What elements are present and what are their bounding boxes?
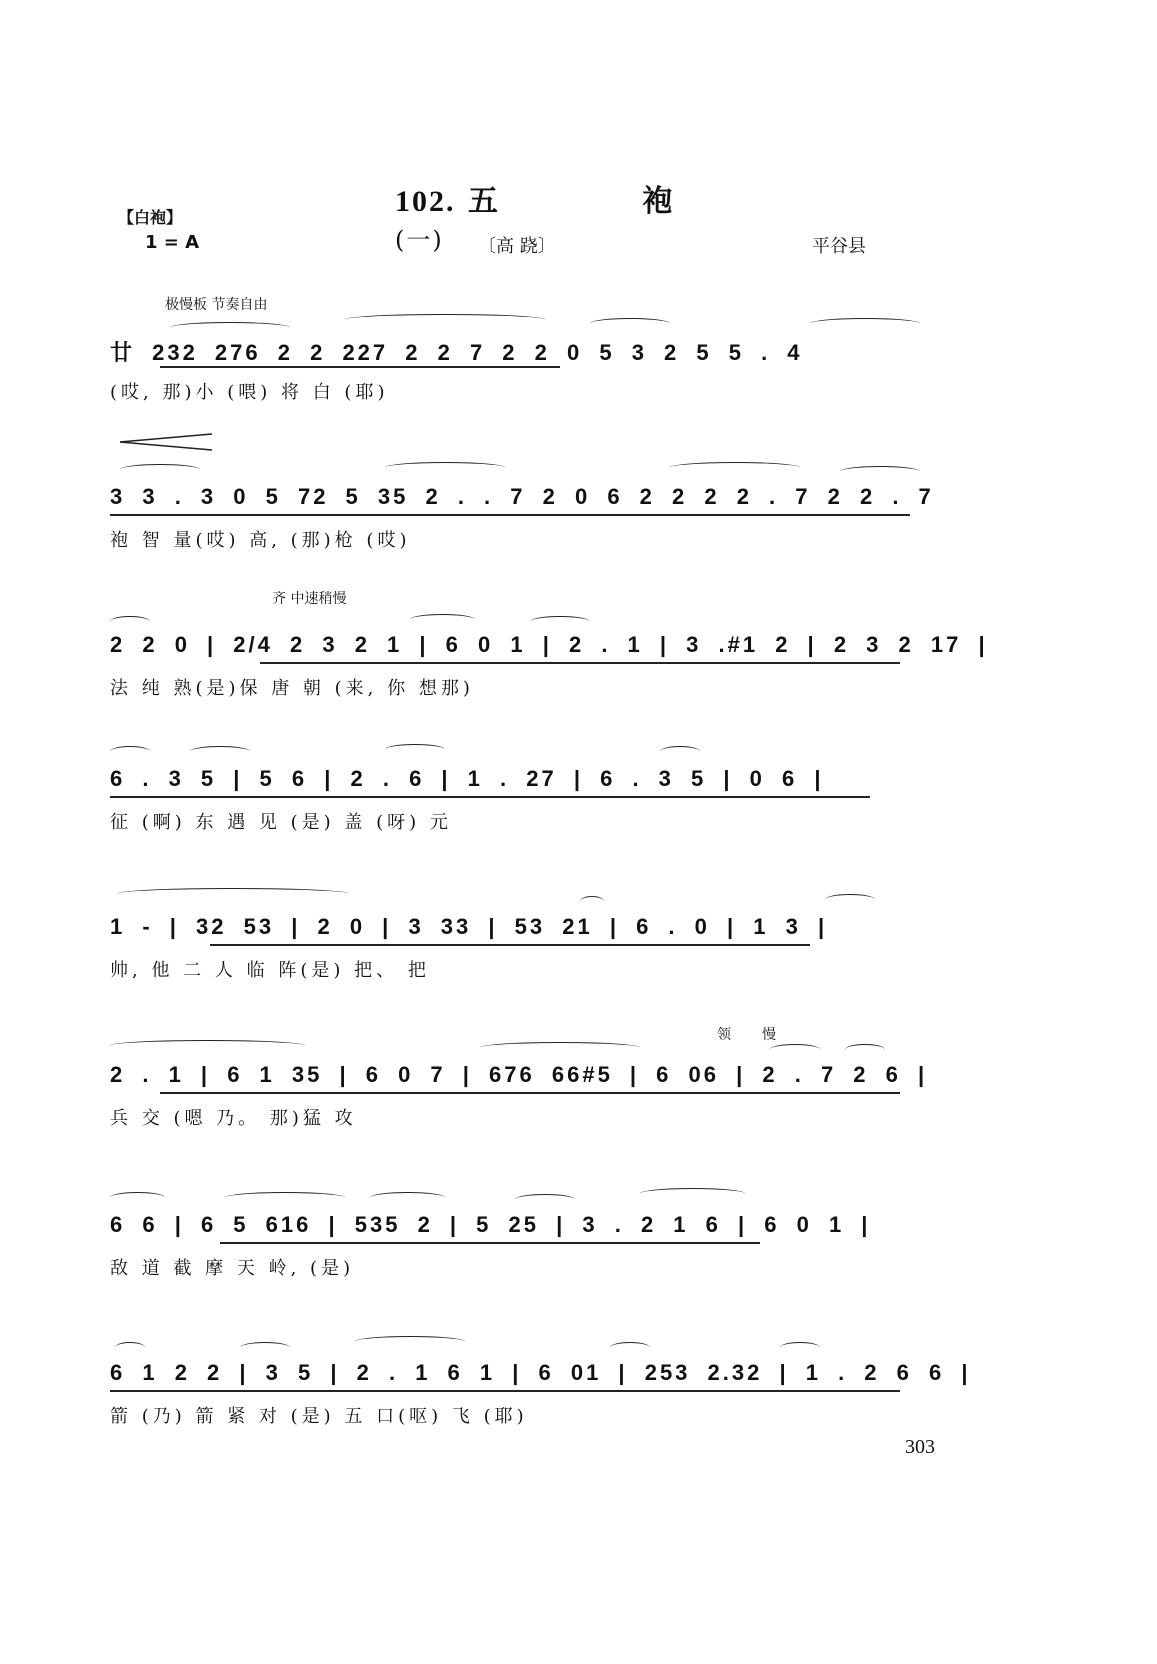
slur-mark — [355, 1336, 465, 1347]
lyrics-line-6: 兵 交 (嗯 乃。 那)猛 攻 — [110, 1108, 357, 1129]
score-line-7 — [110, 1212, 1110, 1342]
tempo-marking-1: 极慢板 节奏自由 — [165, 297, 268, 313]
notation-line-6: 2 . 1 | 6 1 35 | 6 0 7 | 676 66#5 | 6 06 | 2 . 7 2 6 | — [110, 1062, 928, 1087]
score-line-1 — [110, 336, 1110, 466]
slur-mark — [670, 462, 800, 473]
slur-mark — [385, 462, 505, 473]
slur-mark — [660, 746, 700, 757]
beam-line — [110, 514, 910, 516]
slur-mark — [410, 614, 475, 625]
slur-mark — [240, 1342, 290, 1353]
location-label: 平谷县 — [812, 236, 866, 257]
page-number: 303 — [905, 1436, 935, 1458]
notation-line-4: 6 . 3 5 | 5 6 | 2 . 6 | 1 . 27 | 6 . 3 5 | 0 6 | — [110, 766, 824, 791]
beam-line — [220, 1242, 760, 1244]
slur-mark — [120, 464, 200, 475]
score-line-6 — [110, 1062, 1110, 1192]
beam-line — [160, 366, 560, 368]
slur-mark — [840, 466, 920, 477]
slur-mark — [190, 746, 250, 757]
key-signature: 1 = A — [145, 232, 200, 253]
score-line-5 — [110, 914, 1110, 1044]
lyrics-line-1: (哎, 那)小 (喂) 将 白 (耶) — [110, 382, 389, 403]
slur-mark — [640, 1188, 745, 1199]
tempo-marking-6b: 慢 — [762, 1027, 776, 1043]
slur-mark — [110, 1040, 305, 1051]
lyrics-line-2: 袍 智 量(哎) 高, (那)枪 (哎) — [110, 530, 411, 551]
slur-mark — [515, 1194, 575, 1205]
slur-mark — [825, 894, 875, 905]
lyrics-line-5: 帅, 他 二 人 临 阵(是) 把、 把 — [110, 960, 430, 981]
slur-mark — [530, 616, 590, 627]
slur-mark — [610, 1342, 650, 1353]
slur-mark — [580, 896, 604, 907]
slur-mark — [590, 318, 670, 329]
slur-mark — [110, 616, 150, 627]
tempo-marking-6a: 领 — [717, 1027, 731, 1043]
notation-line-5: 1 - | 32 53 | 2 0 | 3 33 | 53 21 | 6 . 0 | 1 3 | — [110, 914, 828, 939]
slur-mark — [115, 1342, 145, 1353]
notation-line-2: 3 3 . 3 0 5 72 5 35 2 . . 7 2 0 6 2 2 2 2 . 7 2 2 . 7 — [110, 484, 934, 509]
section-label: 【白袍】 — [118, 208, 183, 227]
crescendo-mark — [118, 432, 214, 452]
score-line-8 — [110, 1360, 1110, 1490]
notation-line-8: 6 1 2 2 | 3 5 | 2 . 1 6 1 | 6 01 | 253 2.32 | 1 . 2 6 6 | — [110, 1360, 971, 1385]
beam-line — [110, 1390, 900, 1392]
score-line-4 — [110, 766, 1110, 896]
slur-mark — [370, 1192, 445, 1203]
lyrics-line-3: 法 纯 熟(是)保 唐 朝 (来, 你 想那) — [110, 678, 474, 699]
title-char-2: 袍 — [642, 184, 675, 219]
beam-line — [110, 796, 870, 798]
slur-mark — [118, 888, 348, 899]
song-number: 102. — [395, 185, 456, 218]
score-line-3 — [110, 632, 1110, 762]
tempo-marking-3: 齐 中速稍慢 — [272, 591, 347, 607]
lyrics-line-8: 箭 (乃) 箭 紧 对 (是) 五 口(呕) 飞 (耶) — [110, 1406, 528, 1427]
lyrics-line-4: 征 (啊) 东 遇 见 (是) 盖 (呀) 元 — [110, 812, 452, 833]
slur-mark — [780, 1342, 820, 1353]
slur-mark — [480, 1042, 640, 1053]
slur-mark — [810, 318, 920, 329]
slur-mark — [770, 1044, 820, 1055]
beam-line — [210, 944, 810, 946]
song-title — [395, 176, 725, 256]
beam-line — [160, 1092, 900, 1094]
slur-mark — [110, 1192, 165, 1203]
notation-line-7: 6 6 | 6 5 616 | 535 2 | 5 25 | 3 . 2 1 6 | 6 0 1 | — [110, 1212, 871, 1237]
singing-style: 〔高 跷〕 — [478, 236, 556, 257]
lyrics-line-7: 敌 道 截 摩 天 岭, (是) — [110, 1258, 355, 1279]
slur-mark — [845, 1044, 885, 1055]
slur-mark — [345, 314, 545, 325]
slur-mark — [170, 322, 290, 333]
title-part: (一) — [395, 226, 444, 254]
slur-mark — [110, 746, 150, 757]
title-char-1: 五 — [467, 184, 500, 219]
slur-mark — [385, 744, 445, 755]
beam-line — [260, 662, 900, 664]
notation-line-1: 廿 232 276 2 2 227 2 2 7 2 2 0 5 3 2 5 5 . 4 — [110, 340, 803, 365]
score-line-2 — [110, 484, 1110, 614]
slur-mark — [225, 1192, 345, 1203]
notation-line-3: 2 2 0 | 2/4 2 3 2 1 | 6 0 1 | 2 . 1 | 3 .#1 2 | 2 3 2 17 | — [110, 632, 988, 657]
